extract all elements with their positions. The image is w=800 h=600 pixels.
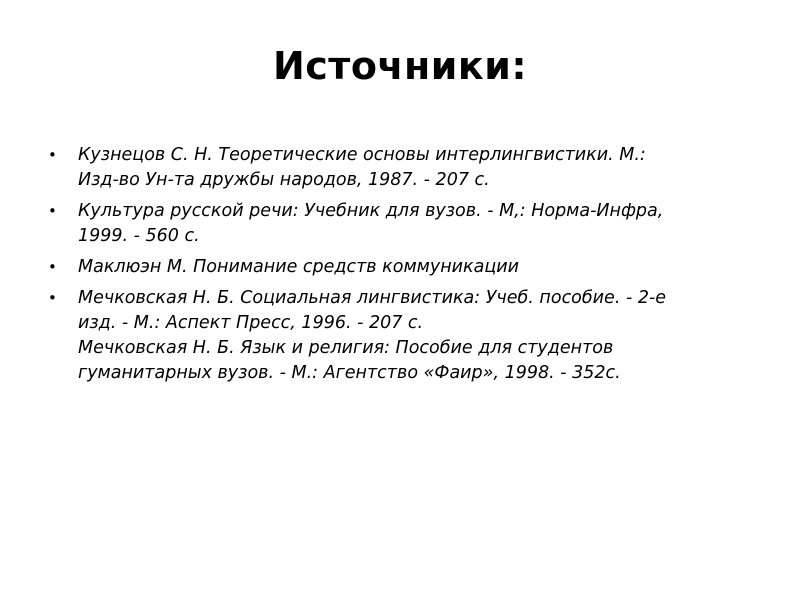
source-line: 1999. - 560 с. xyxy=(78,226,200,246)
source-item-kultura-rechi xyxy=(48,199,756,249)
source-line: Маклюэн М. Понимание средств коммуникации xyxy=(78,257,519,277)
source-line: Культура русской речи: Учебник для вузов. - М,: Норма-Инфра, xyxy=(78,201,664,221)
source-item-kuznetsov xyxy=(48,143,756,193)
source-line: Мечковская Н. Б. Социальная лингвистика: Учеб. пособие. - 2-е xyxy=(78,288,667,308)
source-line: Изд-во Ун-та дружбы народов, 1987. - 207 с. xyxy=(78,170,490,190)
source-item-mechkovskaya xyxy=(48,286,756,386)
bullet-icon: • xyxy=(48,289,57,307)
slide-title: Источники: xyxy=(272,44,528,88)
source-line: изд. - М.: Аспект Пресс, 1996. - 207 с. xyxy=(78,313,424,333)
sources-list xyxy=(48,143,756,392)
source-line: гуманитарных вузов. - М.: Агентство «Фаир», 1998. - 352с. xyxy=(78,363,621,383)
bullet-icon: • xyxy=(48,202,57,220)
source-item-mcluhan xyxy=(48,255,756,280)
source-line: Мечковская Н. Б. Язык и религия: Пособие для студентов xyxy=(78,338,614,358)
bullet-icon: • xyxy=(48,146,57,164)
bullet-icon: • xyxy=(48,258,57,276)
source-line: Кузнецов С. Н. Теоретические основы интерлингвистики. М.: xyxy=(78,145,646,165)
